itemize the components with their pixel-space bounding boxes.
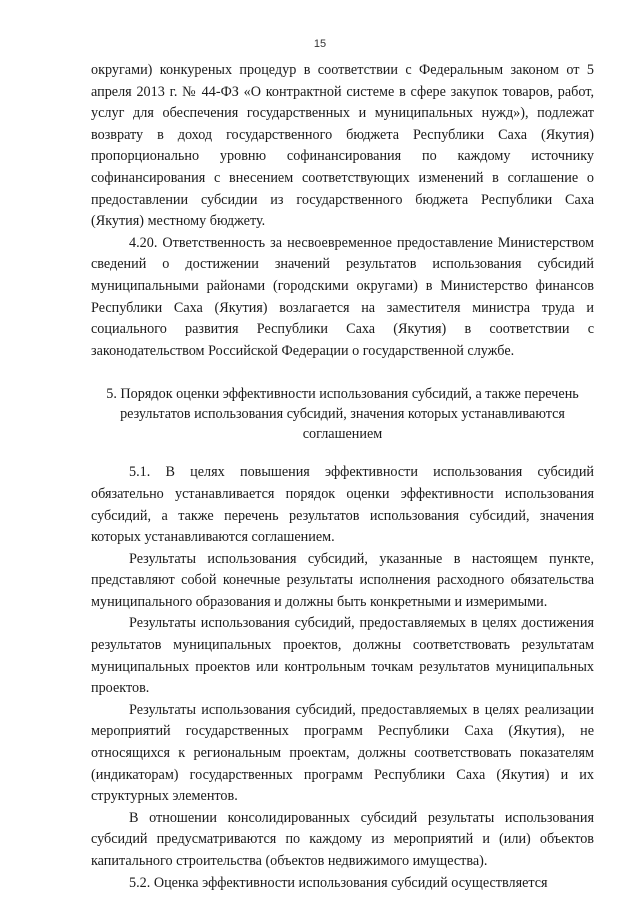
document-body [91,60,594,894]
paragraph-municipal-projects: Результаты использования субсидий, предоставляемых в целях достижения результатов муниципальных проектов, должны соответствовать результатам муниципальных проектов или контрольным точкам результатов муниципальных проектов. [91,615,594,697]
paragraph-continuation: округами) конкуреных процедур в соответствии с Федеральным законом от 5 апреля 2013 г. № 44-ФЗ «О контрактной системе в сфере закупок товаров, работ, услуг для обеспечения государственных и муниципальных нужд»), подлежат возврату в доход государственного бюджета Республики Саха (Якутия) пропорционально уровню софинансирования по каждому источнику софинансирования с внесением соответствующих изменений в соглашение о предоставлении субсидии из государственного бюджета Республики Саха (Якутия) местному бюджету. [91,62,594,230]
paragraph-state-programs: Результаты использования субсидий, предоставляемых в целях реализации мероприятий государственных программ Республики Саха (Якутия), не относящихся к региональным проектам, должны соответствовать показателям (индикаторам) государственных программ Республики Саха (Якутия) и их структурных элементов. [91,701,594,805]
paragraph-consolidated-subsidies: В отношении консолидированных субсидий результаты использования субсидий предусматриваются по каждому из мероприятий и (или) объектов капитального строительства (объектов недвижимого имущества). [91,809,594,869]
paragraph-results-definition: Результаты использования субсидий, указанные в настоящем пункте, представляют собой конечные результаты исполнения расходного обязательства муниципального образования и должны быть конкретными и измеримыми. [91,550,594,610]
section-5-heading: 5. Порядок оценки эффективности использования субсидий, а также перечень результатов использования субсидий, значения которых устанавливаются соглашением [106,386,579,443]
paragraph-5-2: 5.2. Оценка эффективности использования субсидий осуществляется [129,874,548,891]
paragraph-4-20: 4.20. Ответственность за несвоевременное предоставление Министерством сведений о достижении значений результатов использования субсидий муниципальными районами (городскими округами) в Министерство финансов Республики Саха (Якутия) возлагается на заместителя министра труда и социального развития Республики Саха (Якутия) в соответствии с законодательством Российской Федерации о государственной службе. [91,234,594,359]
paragraph-5-1: 5.1. В целях повышения эффективности использования субсидий обязательно устанавливается порядок оценки эффективности использования субсидий, а также перечень результатов использования субсидий, значения которых устанавливаются соглашением. [91,464,594,546]
page-number: 15 [313,38,327,50]
